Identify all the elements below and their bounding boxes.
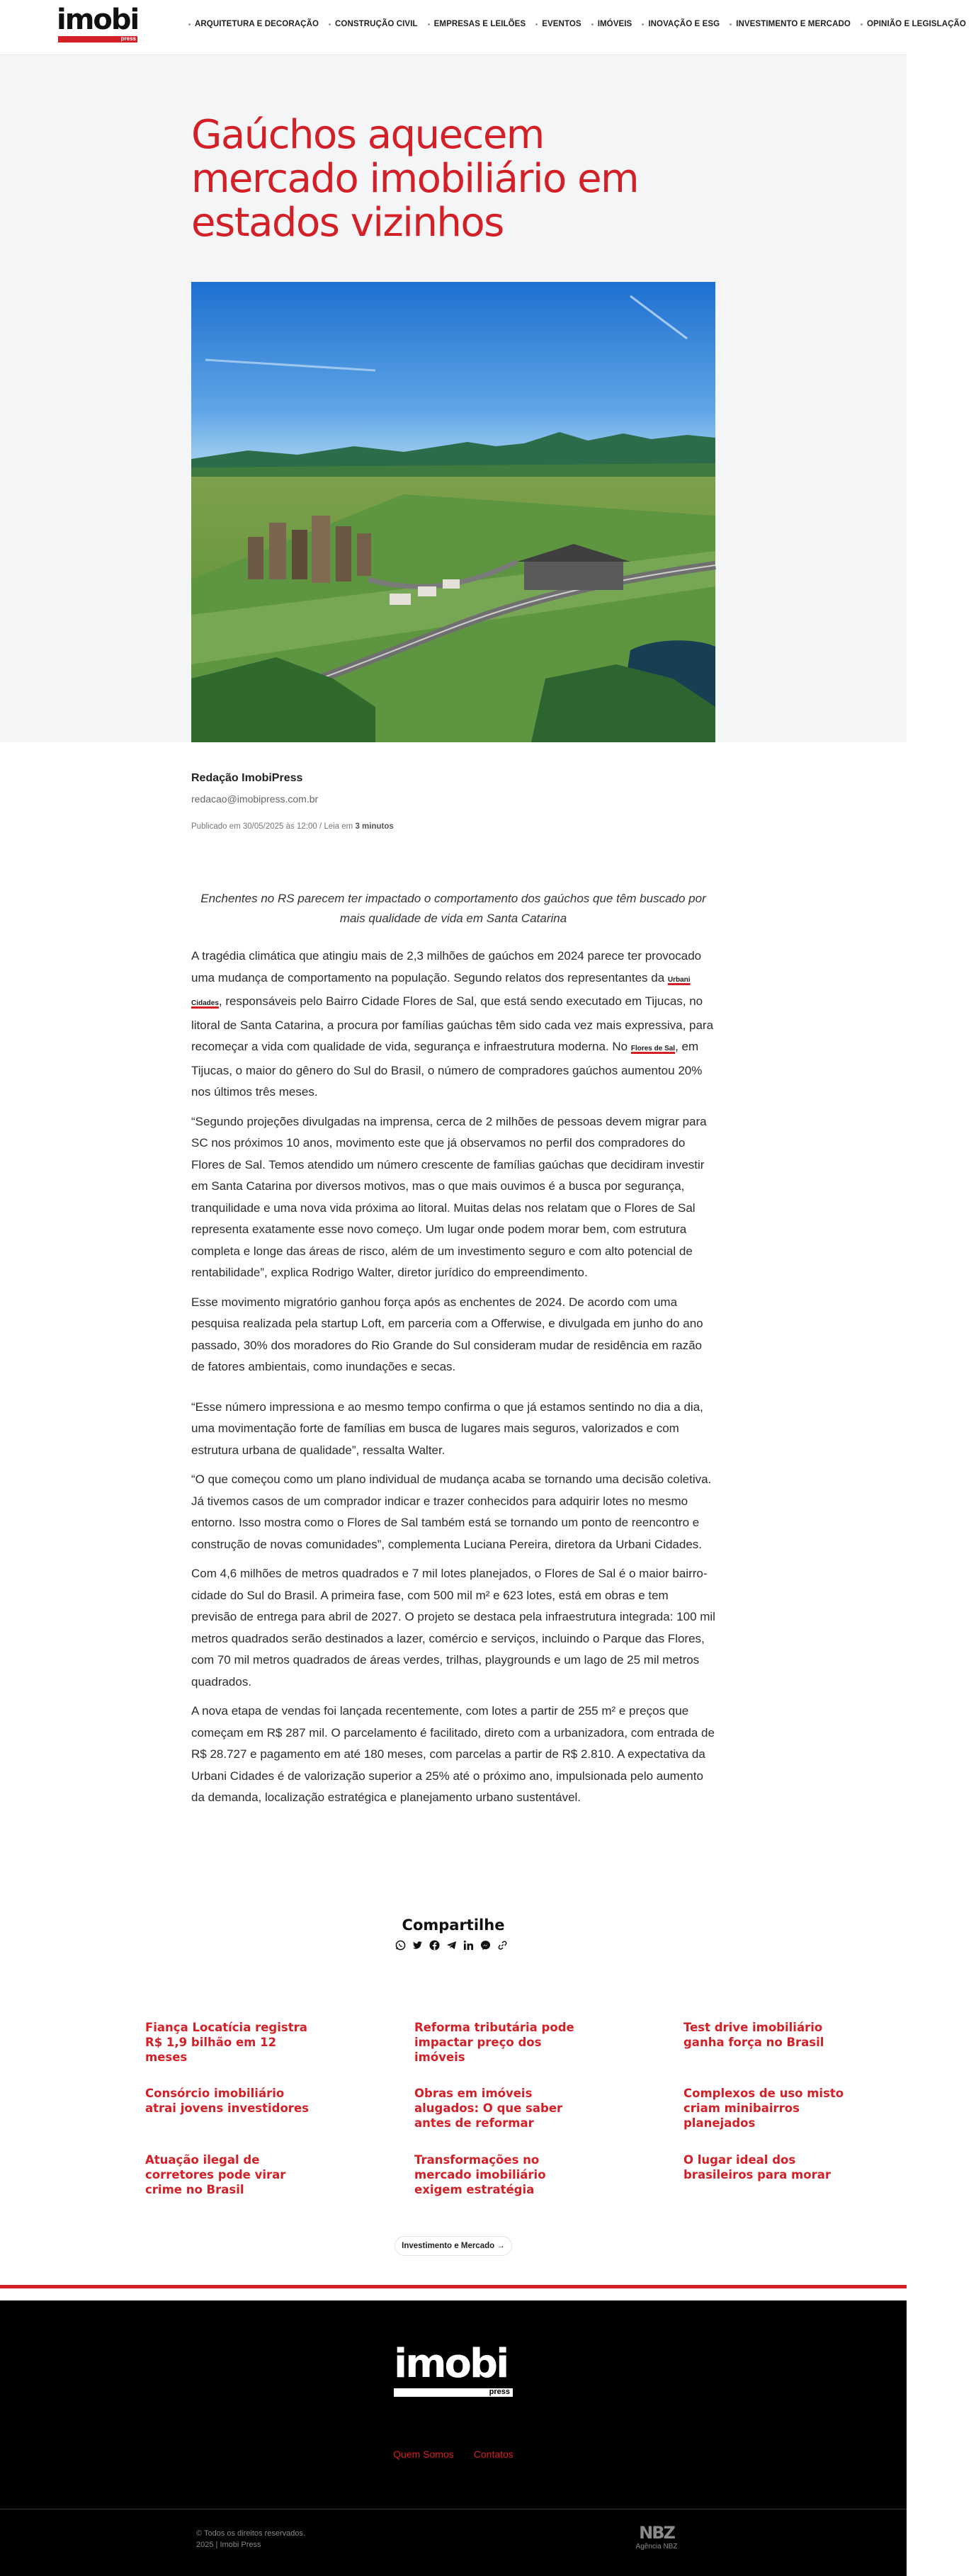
nav-label: INVESTIMENTO E MERCADO bbox=[736, 20, 851, 28]
nav-item-empresas[interactable] bbox=[428, 20, 526, 28]
footer-logo-sub: press bbox=[489, 2388, 510, 2396]
related-link[interactable]: Transformações no mercado imobiliário exigem estratégia bbox=[414, 2153, 546, 2196]
paragraph: Com 4,6 milhões de metros quadrados e 7 mil lotes planejados, o Flores de Sal é o maior bairro-cidade do Sul do Brasil. A primeira fase, com 500 mil m² e 623 lotes, está em obras e tem previsão de entrega para abril de 2027. O projeto se destaca pela infraestrutura integrada: 100 mil metros quadrados serão destinados a lazer, comércio e serviços, incluindo o Parque das Flores, com 70 mil metros quadrados de áreas verdes, trilhas, playgrounds e um lago de 25 mil metros quadrados. bbox=[191, 1567, 715, 1689]
footer-link-contatos[interactable]: Contatos bbox=[473, 2449, 513, 2460]
nav-item-arquitetura[interactable] bbox=[188, 20, 319, 28]
nav-label: IMÓVEIS bbox=[597, 20, 632, 28]
site-footer bbox=[0, 2300, 907, 2576]
bullet-icon bbox=[642, 23, 644, 25]
footer-links bbox=[0, 2449, 907, 2460]
category-button[interactable]: Investimento e Mercado → bbox=[395, 2236, 512, 2256]
facebook-icon[interactable] bbox=[428, 1939, 441, 1952]
copyright-line: © Todos os direitos reservados. bbox=[196, 2529, 306, 2538]
related-link[interactable]: Obras em imóveis alugados: O que saber antes de reformar bbox=[414, 2087, 563, 2130]
read-time: 3 minutos bbox=[355, 822, 394, 831]
related-link[interactable]: Consórcio imobiliário atrai jovens investidores bbox=[145, 2087, 309, 2115]
nav-label: OPINIÃO E LEGISLAÇÃO bbox=[866, 20, 966, 28]
bullet-icon bbox=[428, 23, 430, 25]
copyright-year: 2025 | Imobi Press bbox=[196, 2541, 261, 2549]
text: , responsáveis pelo Bairro Cidade Flores de Sal, que está sendo executado em Tijucas, no litoral de Santa Catarina, a procura por famílias gaúchas têm sido cada vez mais expressiva, para recomeçar a vida com qualidade de vida, segurança e infraestrutura moderna. No bbox=[191, 994, 714, 1053]
nav-item-imoveis[interactable] bbox=[591, 20, 632, 28]
messenger-icon[interactable] bbox=[479, 1939, 492, 1952]
link-flores-de-sal[interactable]: Flores de Sal bbox=[630, 1045, 676, 1052]
text: , em Tijucas, o maior do gênero do Sul do Brasil, o número de compradores gaúchos aumentou 20% nos últimos três meses. bbox=[191, 1040, 703, 1099]
nav-label: CONSTRUÇÃO CIVIL bbox=[335, 20, 418, 28]
bullet-icon bbox=[591, 23, 594, 25]
bullet-icon bbox=[329, 23, 331, 25]
footer-logo[interactable] bbox=[394, 2341, 514, 2397]
logo-wordmark: imobi bbox=[57, 4, 139, 36]
footer-logo-wordmark: imobi bbox=[394, 2341, 508, 2387]
bullet-icon bbox=[188, 23, 191, 25]
nav-item-investimento[interactable] bbox=[730, 20, 851, 28]
paragraph: “Esse número impressiona e ao mesmo tempo confirma o que já estamos sentindo no dia a dia, uma movimentação forte de famílias em busca de lugares mais seguros, valorizados e com estrutura urbana de qualidade”, ressalta Walter. bbox=[191, 1400, 703, 1457]
related-link[interactable]: Complexos de uso misto criam minibairros planejados bbox=[683, 2087, 844, 2130]
related-link[interactable]: O lugar ideal dos brasileiros para morar bbox=[683, 2153, 831, 2181]
publish-info bbox=[191, 822, 715, 831]
related-link[interactable]: Test drive imobiliário ganha força no Brasil bbox=[683, 2021, 824, 2049]
nav-label: EVENTOS bbox=[542, 20, 581, 28]
article-lead: Enchentes no RS parecem ter impactado o comportamento dos gaúchos que têm buscado por mais qualidade de vida em Santa Catarina bbox=[200, 892, 706, 925]
whatsapp-icon[interactable] bbox=[394, 1939, 407, 1952]
bullet-icon bbox=[730, 23, 732, 25]
author-email[interactable]: redacao@imobipress.com.br bbox=[191, 793, 319, 805]
paragraph: A nova etapa de vendas foi lançada recentemente, com lotes a partir de 255 m² e preços que começam em R$ 287 mil. O parcelamento é facilitado, direto com a urbanizadora, com entrada de R$ 28.727 e pagamento em até 180 meses, com parcelas a partir de R$ 2.810. A expectativa da Urbani Cidades é de valorização superior a 25% até o próximo ano, impulsionada pelo aumento da demanda, localização estratégica e planejamento urbano sustentável. bbox=[191, 1704, 715, 1804]
paragraph: Esse movimento migratório ganhou força após as enchentes de 2024. De acordo com uma pesquisa realizada pela startup Loft, em parceria com a Offerwise, e divulgada em junho do ano passado, 30% dos moradores do Rio Grande do Sul consideram mudar de residência em razão de fatores ambientais, como inundações e secas. bbox=[191, 1295, 703, 1373]
nav-item-opiniao[interactable] bbox=[861, 20, 966, 28]
link-icon[interactable] bbox=[496, 1939, 509, 1952]
author-name: Redação ImobiPress bbox=[191, 772, 303, 784]
agency-label: Agência NBZ bbox=[635, 2543, 678, 2551]
footer-link-quem-somos[interactable]: Quem Somos bbox=[393, 2449, 454, 2460]
author-block bbox=[191, 772, 715, 831]
share-title: Compartilhe bbox=[402, 1917, 505, 1934]
share-icons bbox=[394, 1939, 509, 1952]
bullet-icon bbox=[861, 23, 863, 25]
nav-item-construcao[interactable] bbox=[329, 20, 418, 28]
twitter-icon[interactable] bbox=[411, 1939, 424, 1952]
site-logo[interactable] bbox=[57, 6, 139, 44]
article-body bbox=[191, 946, 715, 1817]
agency-credit[interactable] bbox=[632, 2524, 681, 2551]
text: A tragédia climática que atingiu mais de 2,3 milhões de gaúchos em 2024 parece ter provocado uma mudança de comportamento na população. Segundo relatos dos representantes da bbox=[191, 949, 702, 985]
bullet-icon bbox=[535, 23, 538, 25]
related-link[interactable]: Fiança Locatícia registra R$ 1,9 bilhão em 12 meses bbox=[145, 2021, 307, 2064]
linkedin-icon[interactable] bbox=[462, 1939, 475, 1952]
agency-logo: NBZ bbox=[639, 2523, 674, 2543]
main-nav bbox=[188, 20, 976, 28]
related-link[interactable]: Reforma tributária pode impactar preço dos imóveis bbox=[414, 2021, 574, 2064]
link-urbani-cidades[interactable]: Urbani Cidades bbox=[191, 975, 691, 1007]
paragraph: “Segundo projeções divulgadas na imprensa, cerca de 2 milhões de pessoas devem migrar para SC nos próximos 10 anos, movimento este que já observamos no perfil dos compradores do Flores de Sal. Temos atendido um número crescente de famílias gaúchas que decidiram investir em Santa Catarina por diversos motivos, mas o que mais ouvimos é a busca por segurança, tranquilidade e uma nova vida próxima ao litoral. Muitas delas nos relatam que o Flores de Sal representa exatamente esse novo começo. Um lugar onde podem morar bem, com estrutura completa e longe das áreas de risco, além de um investimento seguro e com alto potencial de rentabilidade”, explica Rodrigo Walter, diretor jurídico do empreendimento. bbox=[191, 1114, 707, 1279]
footer-divider bbox=[0, 2285, 907, 2288]
article-title: Gaúchos aquecem mercado imobiliário em estados vizinhos bbox=[191, 112, 639, 246]
paragraph bbox=[191, 946, 715, 1103]
hero-image bbox=[191, 282, 715, 742]
publish-date: Publicado em 30/05/2025 às 12:00 / Leia em bbox=[191, 822, 353, 831]
paragraph: “O que começou como um plano individual de mudança acaba se tornando uma decisão coletiva. Já tivemos casos de um comprador indicar e trazer conhecidos para adquirir lotes no mesmo entorno. Isso mostra como o Flores de Sal também está se tornando um ponto de reencontro e construção de novas comunidades”, complementa Luciana Pereira, diretora da Urbani Cidades. bbox=[191, 1473, 712, 1551]
logo-sub: press bbox=[120, 35, 136, 42]
nav-item-eventos[interactable] bbox=[535, 20, 581, 28]
copyright bbox=[196, 2528, 305, 2551]
related-link[interactable]: Atuação ilegal de corretores pode virar crime no Brasil bbox=[145, 2153, 286, 2196]
nav-item-inovacao[interactable] bbox=[642, 20, 720, 28]
nav-label: INOVAÇÃO E ESG bbox=[648, 20, 720, 28]
nav-label: ARQUITETURA E DECORAÇÃO bbox=[195, 20, 319, 28]
telegram-icon[interactable] bbox=[445, 1939, 458, 1952]
nav-label: EMPRESAS E LEILÕES bbox=[433, 20, 526, 28]
site-header bbox=[0, 0, 966, 55]
